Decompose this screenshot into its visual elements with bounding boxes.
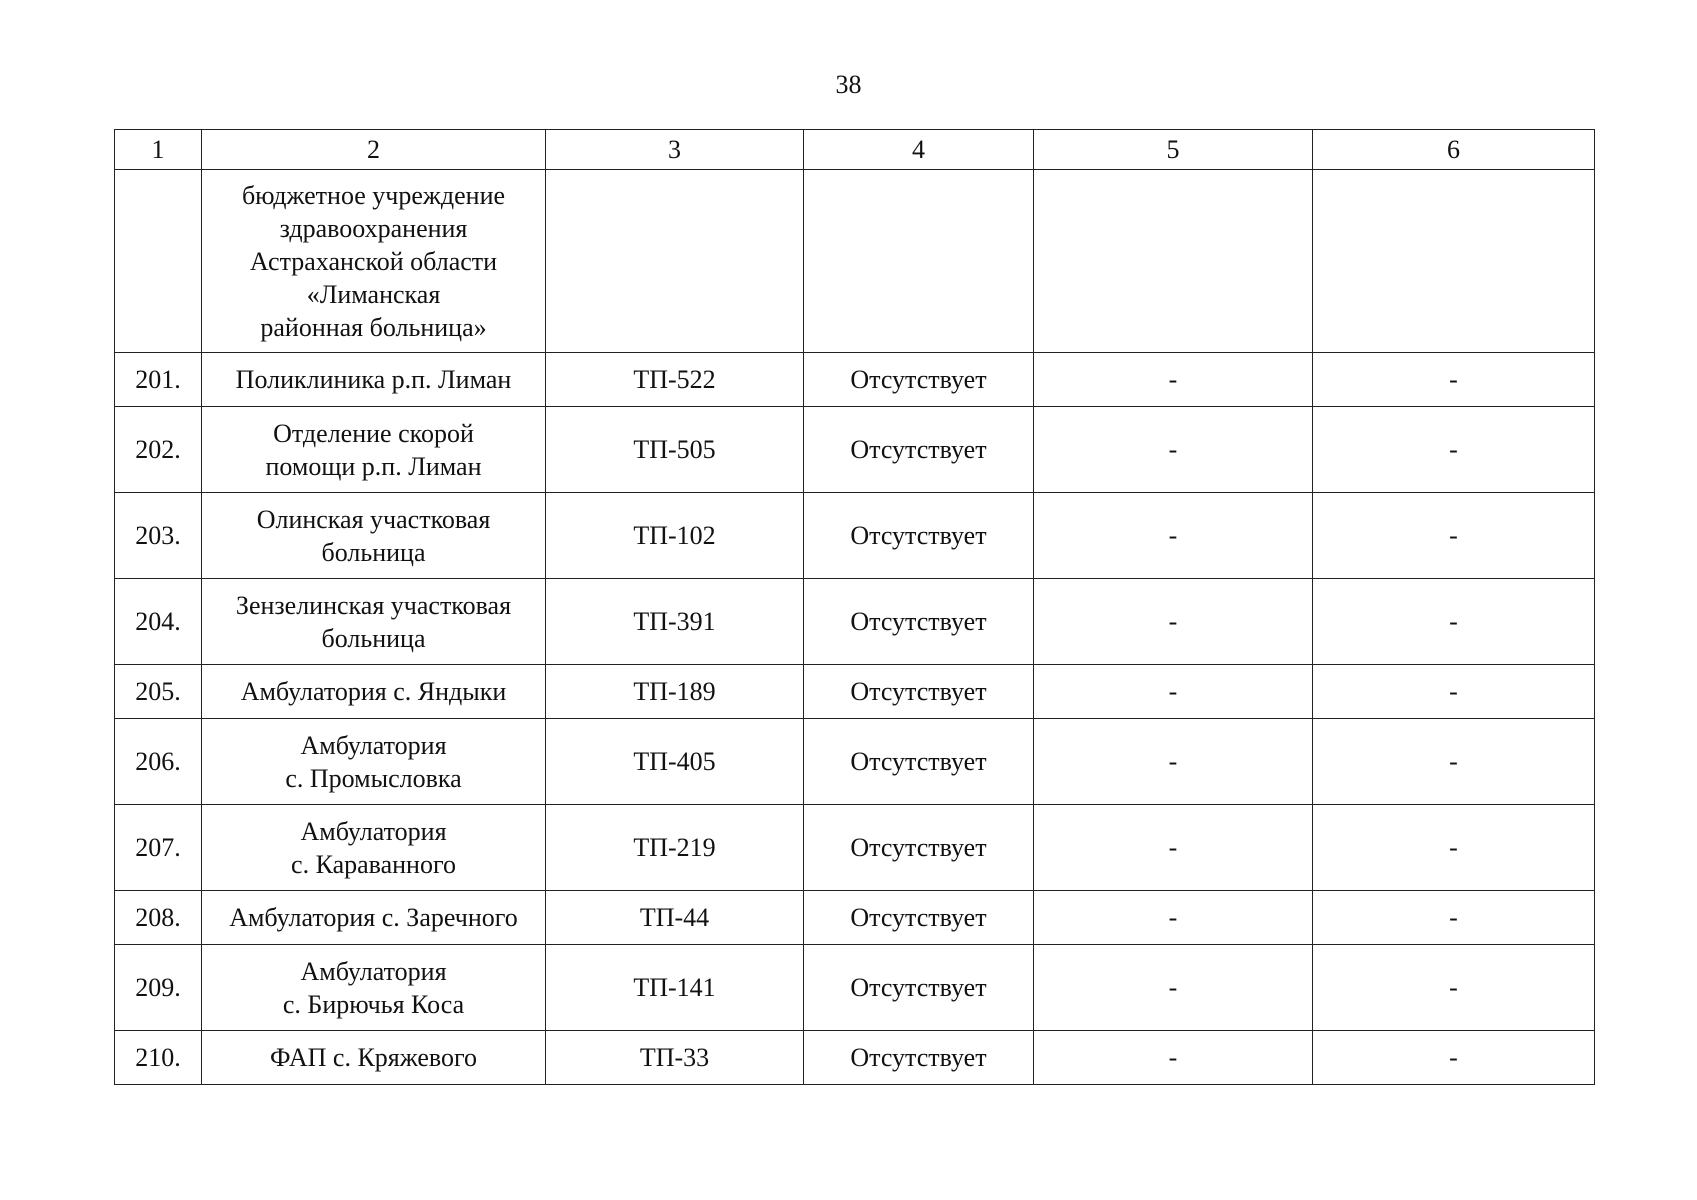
col6-cell: - xyxy=(1313,353,1595,407)
status-cell: Отсутствует xyxy=(804,1031,1034,1085)
col6-cell: - xyxy=(1313,1031,1595,1085)
table-header-row xyxy=(115,130,1595,170)
row-number-cell: 205. xyxy=(115,665,202,719)
col6-cell: - xyxy=(1313,579,1595,665)
status-cell: Отсутствует xyxy=(804,945,1034,1031)
col5-cell: - xyxy=(1034,407,1313,493)
table-row xyxy=(115,1031,1595,1085)
facility-name-cell: Амбулатория с. Бирючья Коса xyxy=(202,945,546,1031)
status-cell: Отсутствует xyxy=(804,665,1034,719)
status-cell: Отсутствует xyxy=(804,805,1034,891)
table-row xyxy=(115,407,1595,493)
facility-name-cell: Амбулатория с. Яндыки xyxy=(202,665,546,719)
substation-cell: ТП-189 xyxy=(546,665,804,719)
row-number-cell: 203. xyxy=(115,493,202,579)
page-number: 38 xyxy=(835,70,862,99)
org-cell-col3 xyxy=(546,170,804,353)
substation-cell: ТП-505 xyxy=(546,407,804,493)
substation-cell: ТП-141 xyxy=(546,945,804,1031)
col5-cell: - xyxy=(1034,1031,1313,1085)
row-number-cell: 207. xyxy=(115,805,202,891)
organization-row xyxy=(115,170,1595,353)
status-cell: Отсутствует xyxy=(804,353,1034,407)
substation-cell: ТП-102 xyxy=(546,493,804,579)
header-cell: 2 xyxy=(202,130,546,170)
col6-cell: - xyxy=(1313,665,1595,719)
table-row xyxy=(115,665,1595,719)
col6-cell: - xyxy=(1313,891,1595,945)
col5-cell: - xyxy=(1034,493,1313,579)
col5-cell: - xyxy=(1034,665,1313,719)
table-row xyxy=(115,719,1595,805)
header-cell: 5 xyxy=(1034,130,1313,170)
substation-cell: ТП-522 xyxy=(546,353,804,407)
row-number-cell: 206. xyxy=(115,719,202,805)
status-cell: Отсутствует xyxy=(804,579,1034,665)
facility-name-cell: Отделение скорой помощи р.п. Лиман xyxy=(202,407,546,493)
facility-name-cell: Амбулатория с. Заречного xyxy=(202,891,546,945)
header-cell: 6 xyxy=(1313,130,1595,170)
org-cell-col4 xyxy=(804,170,1034,353)
table-row xyxy=(115,891,1595,945)
col6-cell: - xyxy=(1313,805,1595,891)
row-number-cell: 208. xyxy=(115,891,202,945)
col5-cell: - xyxy=(1034,945,1313,1031)
col6-cell: - xyxy=(1313,945,1595,1031)
substation-cell: ТП-33 xyxy=(546,1031,804,1085)
org-cell-col5 xyxy=(1034,170,1313,353)
table-row xyxy=(115,353,1595,407)
table-row xyxy=(115,579,1595,665)
facility-name-cell: Амбулатория с. Караванного xyxy=(202,805,546,891)
col5-cell: - xyxy=(1034,891,1313,945)
col6-cell: - xyxy=(1313,493,1595,579)
facility-name-cell: Зензелинская участковая больница xyxy=(202,579,546,665)
substation-cell: ТП-405 xyxy=(546,719,804,805)
status-cell: Отсутствует xyxy=(804,891,1034,945)
org-name-cell: бюджетное учреждение здравоохранения Астраханской области «Лиманская районная больница» xyxy=(202,170,546,353)
row-number-cell: 210. xyxy=(115,1031,202,1085)
col5-cell: - xyxy=(1034,579,1313,665)
row-number-cell: 201. xyxy=(115,353,202,407)
row-number-cell: 204. xyxy=(115,579,202,665)
org-cell-col6 xyxy=(1313,170,1595,353)
status-cell: Отсутствует xyxy=(804,407,1034,493)
row-number-cell: 209. xyxy=(115,945,202,1031)
table-row xyxy=(115,945,1595,1031)
col5-cell: - xyxy=(1034,719,1313,805)
row-number-cell: 202. xyxy=(115,407,202,493)
facility-name-cell: ФАП с. Кряжевого xyxy=(202,1031,546,1085)
header-cell: 4 xyxy=(804,130,1034,170)
col5-cell: - xyxy=(1034,805,1313,891)
data-table xyxy=(114,129,1595,1085)
substation-cell: ТП-44 xyxy=(546,891,804,945)
status-cell: Отсутствует xyxy=(804,493,1034,579)
facility-name-cell: Поликлиника р.п. Лиман xyxy=(202,353,546,407)
substation-cell: ТП-219 xyxy=(546,805,804,891)
org-cell-col1 xyxy=(115,170,202,353)
facility-name-cell: Амбулатория с. Промысловка xyxy=(202,719,546,805)
header-cell: 3 xyxy=(546,130,804,170)
facility-name-cell: Олинская участковая больница xyxy=(202,493,546,579)
col6-cell: - xyxy=(1313,407,1595,493)
substation-cell: ТП-391 xyxy=(546,579,804,665)
table-row xyxy=(115,493,1595,579)
table-row xyxy=(115,805,1595,891)
header-cell: 1 xyxy=(115,130,202,170)
status-cell: Отсутствует xyxy=(804,719,1034,805)
col6-cell: - xyxy=(1313,719,1595,805)
col5-cell: - xyxy=(1034,353,1313,407)
